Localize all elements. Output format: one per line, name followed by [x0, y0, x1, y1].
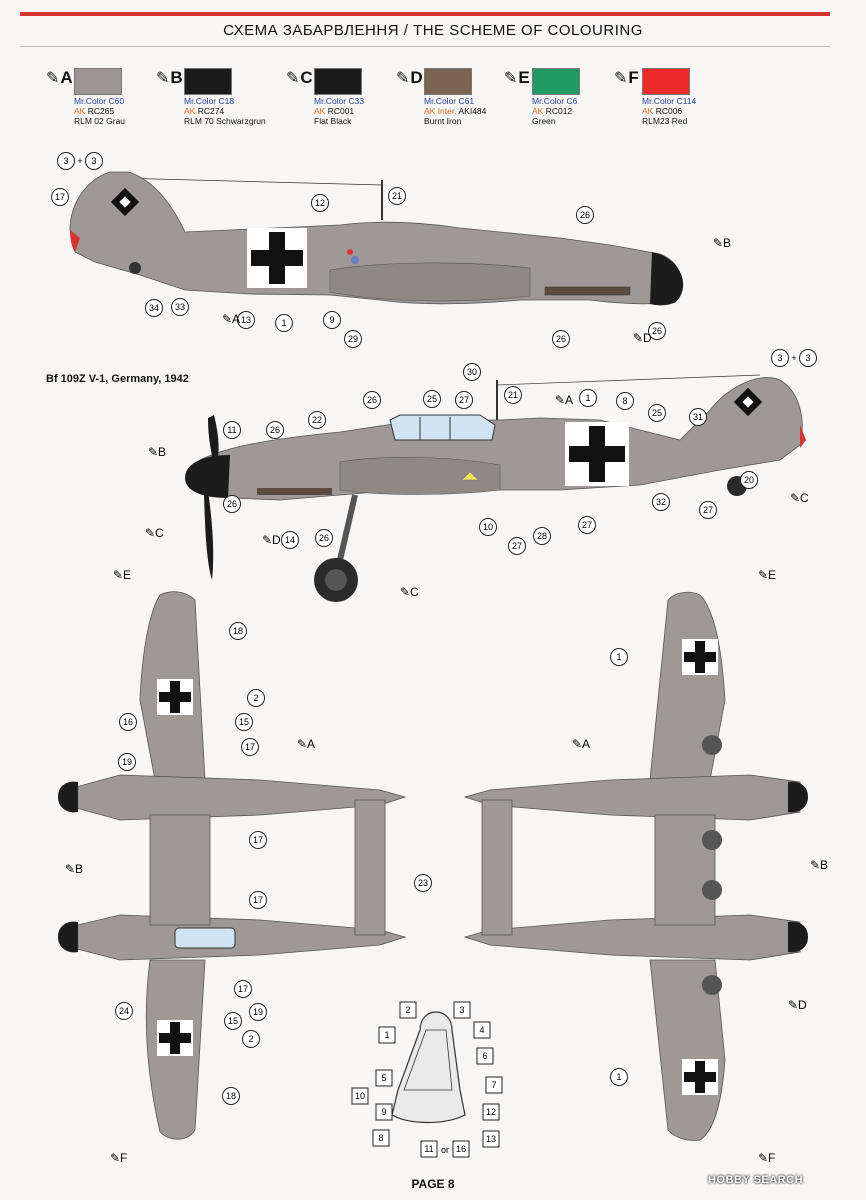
svg-text:16: 16 [122, 717, 134, 727]
callout-canopy [421, 1141, 437, 1157]
svg-text:26: 26 [269, 425, 281, 435]
swatch-letter-text: B [170, 68, 183, 87]
paint-ref-label: ✎A [222, 312, 241, 326]
svg-text:16: 16 [455, 1144, 467, 1154]
callout-plan [611, 649, 628, 666]
ak-number: RC001 [325, 106, 355, 116]
paint-name: Burnt Iron [424, 116, 462, 126]
paint-ref-label: ✎E [113, 568, 132, 582]
ak-number: RC274 [195, 106, 225, 116]
side-view-left [70, 172, 683, 305]
mr-color-code: Mr.Color C60 [74, 96, 125, 106]
callout-side-bottom [741, 472, 758, 489]
svg-text:17: 17 [237, 984, 249, 994]
svg-text:17: 17 [54, 192, 66, 202]
svg-text:3: 3 [805, 353, 811, 363]
callout-canopy [477, 1048, 493, 1064]
svg-text:19: 19 [252, 1007, 264, 1017]
canopy-side [390, 415, 495, 440]
mr-color-code: Mr.Color C6 [532, 96, 578, 106]
plus-sign: + [77, 156, 83, 166]
callout-canopy [483, 1131, 499, 1147]
callout-side-bottom [649, 405, 666, 422]
svg-text:1: 1 [384, 1030, 390, 1040]
callout-plan [120, 714, 137, 731]
spinner-shape [650, 252, 683, 305]
callout-plan [235, 981, 252, 998]
svg-text:3: 3 [777, 353, 783, 363]
paint-ref-label: ✎A [297, 737, 316, 751]
svg-text:11: 11 [424, 1144, 434, 1154]
svg-text:6: 6 [482, 1051, 488, 1061]
ak-brand: AK [184, 106, 196, 116]
callout-side-top [172, 299, 189, 316]
callout-side-bottom [224, 496, 241, 513]
svg-text:17: 17 [252, 835, 264, 845]
callout-side-top [146, 300, 163, 317]
paint-ref-label: ✎D [633, 331, 652, 345]
callout-canopy [483, 1104, 499, 1120]
svg-text:25: 25 [651, 408, 663, 418]
svg-text:27: 27 [581, 520, 593, 530]
callout-side-top [86, 153, 103, 170]
callout-plan [230, 623, 247, 640]
svg-text:13: 13 [240, 315, 252, 325]
svg-text:17: 17 [244, 742, 256, 752]
callout-side-bottom [690, 409, 707, 426]
ak-number: RC265 [85, 106, 115, 116]
svg-text:5: 5 [381, 1073, 387, 1083]
svg-text:12: 12 [485, 1107, 497, 1117]
svg-text:12: 12 [314, 198, 326, 208]
ak-brand: AK [532, 106, 544, 116]
ak-brand: AK [74, 106, 86, 116]
side-view-right [185, 375, 806, 602]
callout-side-bottom [505, 387, 522, 404]
paint-ref-label: ✎A [555, 393, 574, 407]
svg-text:10: 10 [482, 522, 494, 532]
callout-side-bottom [617, 393, 634, 410]
paint-ref-label: ✎B [810, 858, 829, 872]
callout-side-top [58, 153, 75, 170]
svg-text:19: 19 [121, 757, 133, 767]
callout-canopy [352, 1088, 368, 1104]
svg-text:22: 22 [311, 415, 323, 425]
balkenkreuz-side [247, 228, 307, 288]
paint-ref-label: ✎B [148, 445, 167, 459]
svg-text:24: 24 [118, 1006, 130, 1016]
plan-view-bottom [465, 592, 808, 1140]
svg-text:10: 10 [354, 1091, 366, 1101]
svg-text:2: 2 [248, 1034, 254, 1044]
svg-text:1: 1 [616, 1072, 622, 1082]
svg-text:20: 20 [743, 475, 755, 485]
svg-text:31: 31 [692, 412, 704, 422]
callout-side-bottom [424, 391, 441, 408]
callout-plan [243, 1031, 260, 1048]
callout-side-bottom [772, 350, 789, 367]
callout-side-bottom [282, 532, 299, 549]
callout-plan [223, 1088, 240, 1105]
callout-side-top [312, 195, 329, 212]
svg-text:27: 27 [511, 541, 523, 551]
svg-text:15: 15 [238, 717, 250, 727]
callout-plan [248, 690, 265, 707]
paint-ref-label: ✎E [758, 568, 777, 582]
callout-side-top [553, 331, 570, 348]
swatch-letter-text: F [628, 68, 639, 87]
watermark: HOBBY SEARCH [708, 1174, 804, 1186]
callout-plan [119, 754, 136, 771]
callout-plan [116, 1003, 133, 1020]
callout-plan [236, 714, 253, 731]
paint-ref-label: ✎B [65, 862, 84, 876]
callout-canopy [486, 1077, 502, 1093]
paint-ref-label: ✎B [713, 236, 732, 250]
callout-plan [250, 892, 267, 909]
callout-side-top [389, 188, 406, 205]
callout-side-bottom [456, 392, 473, 409]
callout-plan [250, 832, 267, 849]
canopy-detail [392, 1012, 465, 1123]
svg-text:33: 33 [174, 302, 186, 312]
svg-text:26: 26 [579, 210, 591, 220]
callout-side-bottom [464, 364, 481, 381]
brush-icon: ✎ [504, 70, 518, 87]
callout-side-bottom [224, 422, 241, 439]
svg-text:27: 27 [702, 505, 714, 515]
mr-color-code: Mr.Color C114 [642, 96, 697, 106]
svg-text:26: 26 [318, 533, 330, 543]
paint-ref-label: ✎C [790, 491, 809, 505]
paint-ref-label: ✎C [145, 526, 164, 540]
callout-side-bottom [700, 502, 717, 519]
callout-side-bottom [364, 392, 381, 409]
swatch-letter-text: E [518, 68, 530, 87]
callout-canopy [453, 1141, 469, 1157]
callout-side-bottom [309, 412, 326, 429]
mr-color-code: Mr.Color C33 [314, 96, 365, 106]
balkenkreuz-side-2 [565, 422, 629, 486]
svg-text:8: 8 [378, 1133, 384, 1143]
swatch-letter-text: D [410, 68, 423, 87]
callout-canopy [373, 1130, 389, 1146]
callout-canopy [376, 1104, 392, 1120]
callout-side-bottom [653, 494, 670, 511]
ak-number: RC012 [543, 106, 573, 116]
svg-text:32: 32 [655, 497, 667, 507]
callout-side-top [345, 331, 362, 348]
callout-plan [250, 1004, 267, 1021]
callout-side-bottom [267, 422, 284, 439]
svg-text:11: 11 [227, 425, 237, 435]
swatch-letter-text: C [300, 68, 313, 87]
plan-view-top [58, 592, 405, 1140]
svg-text:7: 7 [491, 1080, 497, 1090]
svg-text:14: 14 [284, 535, 296, 545]
callout-side-top [276, 315, 293, 332]
ak-number: RC006 [653, 106, 683, 116]
callout-side-bottom [534, 528, 551, 545]
svg-text:1: 1 [281, 318, 287, 328]
svg-text:4: 4 [479, 1025, 485, 1035]
callout-plan [415, 875, 432, 892]
swatch-letter-text: A [60, 68, 73, 87]
page-title: СХЕМА ЗАБАРВЛЕННЯ / THE SCHEME OF COLOURING [223, 22, 643, 39]
svg-text:1: 1 [585, 393, 591, 403]
callout-canopy [454, 1002, 470, 1018]
svg-text:17: 17 [252, 895, 264, 905]
paint-ref-label: ✎D [262, 533, 281, 547]
svg-text:30: 30 [466, 367, 478, 377]
mr-color-code: Mr.Color C18 [184, 96, 235, 106]
callout-plan [611, 1069, 628, 1086]
brush-icon: ✎ [156, 70, 170, 87]
svg-text:26: 26 [366, 395, 378, 405]
brush-icon: ✎ [46, 70, 60, 87]
callout-side-bottom [480, 519, 497, 536]
ak-brand: AK [642, 106, 654, 116]
svg-text:9: 9 [329, 315, 335, 325]
svg-text:3: 3 [91, 156, 97, 166]
paint-name: Flat Black [314, 116, 352, 126]
svg-text:2: 2 [405, 1005, 411, 1015]
paint-ref-label: ✎D [788, 998, 807, 1012]
brush-icon: ✎ [614, 70, 628, 87]
callout-side-bottom [316, 530, 333, 547]
callout-side-bottom [579, 517, 596, 534]
callout-side-bottom [509, 538, 526, 555]
ak-brand: AK Inter. [424, 106, 457, 116]
svg-text:18: 18 [225, 1091, 237, 1101]
callout-canopy [474, 1022, 490, 1038]
svg-text:28: 28 [536, 531, 548, 541]
svg-text:15: 15 [227, 1016, 239, 1026]
svg-text:27: 27 [458, 395, 470, 405]
fuselage-plan-1 [65, 775, 405, 820]
callout-canopy [376, 1070, 392, 1086]
svg-text:21: 21 [507, 390, 519, 400]
svg-text:3: 3 [63, 156, 69, 166]
svg-text:29: 29 [347, 334, 359, 344]
callout-plan [225, 1013, 242, 1030]
mr-color-code: Mr.Color C61 [424, 96, 475, 106]
callout-canopy [400, 1002, 416, 1018]
callout-plan [242, 739, 259, 756]
paint-ref-label: ✎F [110, 1151, 128, 1165]
aircraft-caption: Bf 109Z V-1, Germany, 1942 [46, 373, 189, 385]
svg-text:26: 26 [651, 326, 663, 336]
paint-name: Green [532, 116, 556, 126]
svg-text:26: 26 [555, 334, 567, 344]
callout-side-bottom [800, 350, 817, 367]
page-number: PAGE 8 [411, 1177, 455, 1191]
callout-side-top [577, 207, 594, 224]
brush-icon: ✎ [396, 70, 410, 87]
svg-text:34: 34 [148, 303, 160, 313]
svg-text:25: 25 [426, 394, 438, 404]
svg-text:13: 13 [485, 1134, 497, 1144]
callout-side-bottom [580, 390, 597, 407]
paint-ref-label: ✎A [572, 737, 591, 751]
paint-ref-label: ✎F [758, 1151, 776, 1165]
svg-text:9: 9 [381, 1107, 387, 1117]
svg-text:3: 3 [459, 1005, 465, 1015]
callout-canopy [379, 1027, 395, 1043]
paint-name: RLM 02 Grau [74, 116, 126, 126]
paint-name: RLM23 Red [642, 116, 688, 126]
fuselage-shape-2 [200, 378, 802, 500]
svg-text:26: 26 [226, 499, 238, 509]
callout-side-top [52, 189, 69, 206]
paint-name: RLM 70 Schwarzgrun [184, 116, 266, 126]
svg-text:8: 8 [622, 396, 628, 406]
svg-text:1: 1 [616, 652, 622, 662]
ak-number: AKI484 [456, 106, 487, 116]
svg-text:2: 2 [253, 693, 259, 703]
or-label: or [440, 1145, 450, 1155]
callout-side-top [324, 312, 341, 329]
svg-text:23: 23 [417, 878, 429, 888]
brush-icon: ✎ [286, 70, 300, 87]
svg-text:21: 21 [391, 191, 403, 201]
svg-text:18: 18 [232, 626, 244, 636]
paint-ref-label: ✎C [400, 585, 419, 599]
plus-sign: + [791, 353, 797, 363]
propeller-blade-bottom [204, 490, 213, 580]
ak-brand: AK [314, 106, 326, 116]
